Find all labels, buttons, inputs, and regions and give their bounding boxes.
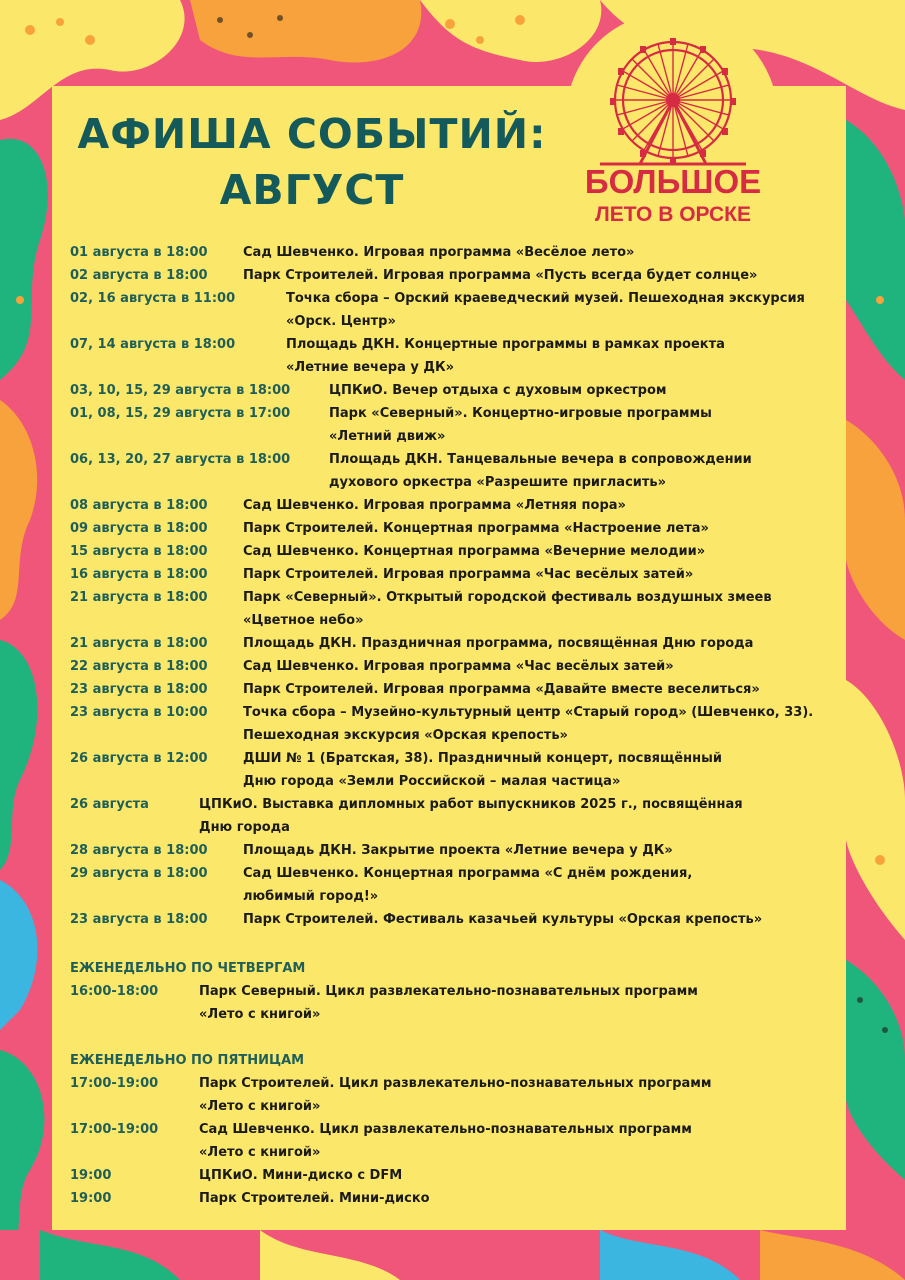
event-row <box>70 264 830 287</box>
event-description: Точка сбора – Орский краеведческий музей. Пешеходная экскурсия <box>286 291 805 306</box>
event-date: 01 августа в 18:00 <box>70 245 208 260</box>
event-date: 16 августа в 18:00 <box>70 567 208 582</box>
event-description: Дню города «Земли Российской – малая частица» <box>243 774 621 789</box>
event-date: 23 августа в 10:00 <box>70 705 208 720</box>
event-date: 08 августа в 18:00 <box>70 498 208 513</box>
weekly-description: «Лето с книгой» <box>199 1007 321 1022</box>
event-description: Сад Шевченко. Концертная программа «Вечерние мелодии» <box>243 544 706 559</box>
event-description: Парк Строителей. Концертная программа «Настроение лета» <box>243 521 709 536</box>
weekly-description: Парк Строителей. Мини-диско <box>199 1191 430 1206</box>
event-row <box>70 655 830 678</box>
event-description: «Цветное небо» <box>243 613 364 628</box>
event-description: Сад Шевченко. Игровая программа «Летняя пора» <box>243 498 626 513</box>
event-description: духового оркестра «Разрешите пригласить» <box>329 475 667 490</box>
event-row <box>70 862 830 908</box>
event-date: 03, 10, 15, 29 августа в 18:00 <box>70 383 291 398</box>
weekly-time: 16:00-18:00 <box>70 984 159 999</box>
event-description: Парк Строителей. Игровая программа «Пусть всегда будет солнце» <box>243 268 758 283</box>
weekly-time: 19:00 <box>70 1191 112 1206</box>
event-row <box>70 839 830 862</box>
event-row <box>70 632 830 655</box>
weekly-description: «Лето с книгой» <box>199 1099 321 1114</box>
event-description: Площадь ДКН. Танцевальные вечера в сопровождении <box>329 452 752 467</box>
event-description: Площадь ДКН. Закрытие проекта «Летние вечера у ДК» <box>243 843 673 858</box>
event-row <box>70 678 830 701</box>
event-row <box>70 379 830 402</box>
event-date: 26 августа в 12:00 <box>70 751 208 766</box>
weekly-description: Парк Строителей. Цикл развлекательно-познавательных программ <box>199 1076 712 1091</box>
event-date: 26 августа <box>70 797 149 812</box>
event-row <box>70 287 830 333</box>
event-date: 07, 14 августа в 18:00 <box>70 337 236 352</box>
event-description: Сад Шевченко. Концертная программа «С днём рождения, <box>243 866 693 881</box>
event-row <box>70 908 830 931</box>
event-date: 23 августа в 18:00 <box>70 912 208 927</box>
event-description: Площадь ДКН. Праздничная программа, посвящённая Дню города <box>243 636 754 651</box>
event-description: «Летние вечера у ДК» <box>286 360 454 375</box>
weekly-time: 17:00-19:00 <box>70 1122 159 1137</box>
event-date: 21 августа в 18:00 <box>70 590 208 605</box>
event-row <box>70 241 830 264</box>
event-row <box>70 747 830 793</box>
event-row <box>70 793 830 839</box>
event-row <box>70 517 830 540</box>
event-description: Парк Строителей. Фестиваль казачьей культуры «Орская крепость» <box>243 912 763 927</box>
weekly-description: Сад Шевченко. Цикл развлекательно-познавательных программ <box>199 1122 692 1137</box>
weekly-description: Парк Северный. Цикл развлекательно-познавательных программ <box>199 984 698 999</box>
weekly-row <box>70 1072 830 1118</box>
event-date: 29 августа в 18:00 <box>70 866 208 881</box>
logo-text-leto: ЛЕТО В ОРСКЕ <box>594 203 752 226</box>
event-description: Парк «Северный». Открытый городской фестиваль воздушных змеев <box>243 590 772 605</box>
event-date: 01, 08, 15, 29 августа в 17:00 <box>70 406 291 421</box>
event-date: 09 августа в 18:00 <box>70 521 208 536</box>
page-title-line2: АВГУСТ <box>219 166 405 214</box>
event-description: Пешеходная экскурсия «Орская крепость» <box>243 728 568 743</box>
event-date: 22 августа в 18:00 <box>70 659 208 674</box>
event-description: Парк «Северный». Концертно-игровые программы <box>329 406 712 421</box>
event-row <box>70 563 830 586</box>
weekly-description: «Лето с книгой» <box>199 1145 321 1160</box>
event-description: «Летний движ» <box>329 429 446 444</box>
event-row <box>70 333 830 379</box>
weekly-row <box>70 1118 830 1164</box>
event-date: 06, 13, 20, 27 августа в 18:00 <box>70 452 291 467</box>
weekly-heading: ЕЖЕНЕДЕЛЬНО ПО ЧЕТВЕРГАМ <box>70 961 306 976</box>
weekly-description: ЦПКиО. Мини-диско с DFM <box>199 1168 403 1183</box>
event-date: 23 августа в 18:00 <box>70 682 208 697</box>
event-description: ДШИ № 1 (Братская, 38). Праздничный концерт, посвящённый <box>243 751 722 766</box>
event-date: 21 августа в 18:00 <box>70 636 208 651</box>
event-description: Сад Шевченко. Игровая программа «Час весёлых затей» <box>243 659 674 674</box>
event-description: ЦПКиО. Выставка дипломных работ выпускников 2025 г., посвящённая <box>199 797 743 812</box>
event-date: 28 августа в 18:00 <box>70 843 208 858</box>
event-description: Площадь ДКН. Концертные программы в рамках проекта <box>286 337 725 352</box>
event-description: любимый город!» <box>243 889 379 904</box>
weekly-time: 19:00 <box>70 1168 112 1183</box>
event-row <box>70 701 830 747</box>
event-date: 02, 16 августа в 11:00 <box>70 291 236 306</box>
weekly-heading: ЕЖЕНЕДЕЛЬНО ПО ПЯТНИЦАМ <box>70 1053 305 1068</box>
event-description: Парк Строителей. Игровая программа «Час весёлых затей» <box>243 567 694 582</box>
weekly-row <box>70 1187 830 1210</box>
event-row <box>70 540 830 563</box>
event-description: Сад Шевченко. Игровая программа «Весёлое лето» <box>243 245 635 260</box>
weekly-row <box>70 980 830 1026</box>
event-description: ЦПКиО. Вечер отдыха с духовым оркестром <box>329 383 667 398</box>
event-description: Парк Строителей. Игровая программа «Давайте вместе веселиться» <box>243 682 760 697</box>
event-row <box>70 586 830 632</box>
event-row <box>70 494 830 517</box>
page-title-line1: АФИША СОБЫТИЙ: <box>77 110 547 158</box>
event-row <box>70 402 830 448</box>
logo-text-bolshoe: БОЛЬШОЕ <box>584 163 762 200</box>
event-description: Дню города <box>199 820 290 835</box>
weekly-row <box>70 1164 830 1187</box>
event-row <box>70 448 830 494</box>
event-description: Точка сбора – Музейно-культурный центр «Старый город» (Шевченко, 33). <box>243 705 814 720</box>
event-date: 02 августа в 18:00 <box>70 268 208 283</box>
event-description: «Орск. Центр» <box>286 314 396 329</box>
event-date: 15 августа в 18:00 <box>70 544 208 559</box>
weekly-time: 17:00-19:00 <box>70 1076 159 1091</box>
